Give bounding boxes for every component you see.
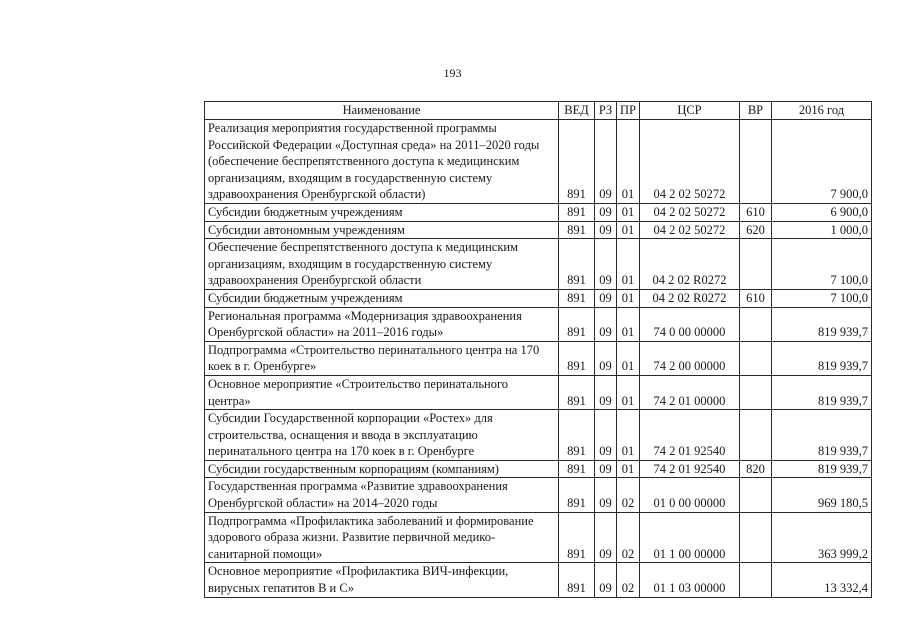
row-vr (739, 375, 771, 409)
row-rz: 09 (595, 120, 617, 204)
row-csr: 01 1 03 00000 (639, 563, 739, 597)
row-csr: 01 0 00 00000 (639, 478, 739, 512)
header-pr: ПР (617, 102, 640, 120)
row-pr: 01 (617, 203, 640, 221)
row-name: Субсидии государственным корпорациям (компаниям) (205, 460, 559, 478)
row-rz: 09 (595, 239, 617, 290)
row-sum: 969 180,5 (771, 478, 871, 512)
table-row (205, 563, 872, 597)
row-csr: 74 2 01 92540 (639, 410, 739, 461)
row-pr: 01 (617, 410, 640, 461)
row-sum: 363 999,2 (771, 512, 871, 563)
row-ved: 891 (559, 410, 595, 461)
row-rz: 09 (595, 512, 617, 563)
row-ved: 891 (559, 289, 595, 307)
table-row (205, 375, 872, 409)
row-name: Обеспечение беспрепятственного доступа к медицинским организациям, входящим в государственную систему здравоохранения Оренбургской области (205, 239, 559, 290)
table-row (205, 307, 872, 341)
table-row (205, 410, 872, 461)
row-vr (739, 563, 771, 597)
row-name: Субсидии Государственной корпорации «Ростех» для строительства, оснащения и ввода в эксплуатацию перинатального центра на 170 коек в г. Оренбурге (205, 410, 559, 461)
page-number: 193 (443, 66, 462, 80)
table-row (205, 478, 872, 512)
row-rz: 09 (595, 203, 617, 221)
row-sum: 819 939,7 (771, 375, 871, 409)
row-rz: 09 (595, 221, 617, 239)
row-sum: 1 000,0 (771, 221, 871, 239)
row-name: Субсидии бюджетным учреждениям (205, 289, 559, 307)
row-name: Государственная программа «Развитие здравоохранения Оренбургской области» на 2014–2020 годы (205, 478, 559, 512)
row-sum: 13 332,4 (771, 563, 871, 597)
row-name: Подпрограмма «Профилактика заболеваний и формирование здорового образа жизни. Развитие первичной медико- санитарной помощи» (205, 512, 559, 563)
row-rz: 09 (595, 341, 617, 375)
row-ved: 891 (559, 221, 595, 239)
row-vr (739, 512, 771, 563)
table-row (205, 460, 872, 478)
row-pr: 01 (617, 221, 640, 239)
row-sum: 7 100,0 (771, 289, 871, 307)
table-row (205, 512, 872, 563)
row-vr (739, 478, 771, 512)
row-ved: 891 (559, 478, 595, 512)
row-vr: 610 (739, 289, 771, 307)
row-pr: 01 (617, 239, 640, 290)
table-row (205, 203, 872, 221)
header-csr: ЦСР (639, 102, 739, 120)
row-pr: 01 (617, 460, 640, 478)
table-row (205, 120, 872, 204)
row-csr: 01 1 00 00000 (639, 512, 739, 563)
header-ved: ВЕД (559, 102, 595, 120)
budget-table (204, 101, 872, 598)
row-vr (739, 307, 771, 341)
table-row (205, 239, 872, 290)
table-row (205, 341, 872, 375)
row-name: Реализация мероприятия государственной программы Российской Федерации «Доступная среда» на 2011–2020 годы (обеспечение беспрепятственного доступа к медицинским организациям, входящим в государственную систему здравоохранения Оренбургской области) (205, 120, 559, 204)
row-pr: 02 (617, 512, 640, 563)
row-ved: 891 (559, 239, 595, 290)
table-row (205, 221, 872, 239)
table-row (205, 289, 872, 307)
row-rz: 09 (595, 478, 617, 512)
row-vr (739, 410, 771, 461)
row-name: Основное мероприятие «Профилактика ВИЧ-инфекции, вирусных гепатитов В и С» (205, 563, 559, 597)
row-rz: 09 (595, 563, 617, 597)
header-vr: ВР (739, 102, 771, 120)
row-pr: 01 (617, 289, 640, 307)
header-name: Наименование (205, 102, 559, 120)
row-csr: 04 2 02 50272 (639, 203, 739, 221)
row-rz: 09 (595, 460, 617, 478)
row-pr: 02 (617, 478, 640, 512)
row-ved: 891 (559, 563, 595, 597)
row-sum: 819 939,7 (771, 460, 871, 478)
row-name: Субсидии бюджетным учреждениям (205, 203, 559, 221)
table-header (205, 102, 872, 120)
row-ved: 891 (559, 375, 595, 409)
row-csr: 74 2 01 92540 (639, 460, 739, 478)
row-csr: 74 2 01 00000 (639, 375, 739, 409)
row-rz: 09 (595, 289, 617, 307)
row-pr: 02 (617, 563, 640, 597)
row-vr: 820 (739, 460, 771, 478)
row-name: Основное мероприятие «Строительство перинатального центра» (205, 375, 559, 409)
row-vr (739, 341, 771, 375)
row-csr: 04 2 02 50272 (639, 120, 739, 204)
row-rz: 09 (595, 375, 617, 409)
row-vr (739, 239, 771, 290)
header-sum: 2016 год (771, 102, 871, 120)
row-csr: 04 2 02 R0272 (639, 239, 739, 290)
row-vr: 620 (739, 221, 771, 239)
row-ved: 891 (559, 512, 595, 563)
row-csr: 74 0 00 00000 (639, 307, 739, 341)
row-pr: 01 (617, 120, 640, 204)
header-rz: РЗ (595, 102, 617, 120)
row-rz: 09 (595, 410, 617, 461)
row-vr: 610 (739, 203, 771, 221)
row-name: Подпрограмма «Строительство перинатального центра на 170 коек в г. Оренбурге» (205, 341, 559, 375)
row-ved: 891 (559, 460, 595, 478)
row-sum: 7 900,0 (771, 120, 871, 204)
row-ved: 891 (559, 307, 595, 341)
row-sum: 819 939,7 (771, 341, 871, 375)
row-pr: 01 (617, 307, 640, 341)
row-rz: 09 (595, 307, 617, 341)
row-name: Региональная программа «Модернизация здравоохранения Оренбургской области» на 2011–2016 годы» (205, 307, 559, 341)
row-ved: 891 (559, 203, 595, 221)
table-body (205, 120, 872, 598)
row-csr: 04 2 02 50272 (639, 221, 739, 239)
row-ved: 891 (559, 120, 595, 204)
row-ved: 891 (559, 341, 595, 375)
row-sum: 819 939,7 (771, 307, 871, 341)
row-sum: 6 900,0 (771, 203, 871, 221)
header-row (205, 102, 872, 120)
row-sum: 7 100,0 (771, 239, 871, 290)
row-pr: 01 (617, 341, 640, 375)
row-csr: 04 2 02 R0272 (639, 289, 739, 307)
row-sum: 819 939,7 (771, 410, 871, 461)
row-csr: 74 2 00 00000 (639, 341, 739, 375)
row-name: Субсидии автономным учреждениям (205, 221, 559, 239)
row-pr: 01 (617, 375, 640, 409)
row-vr (739, 120, 771, 204)
